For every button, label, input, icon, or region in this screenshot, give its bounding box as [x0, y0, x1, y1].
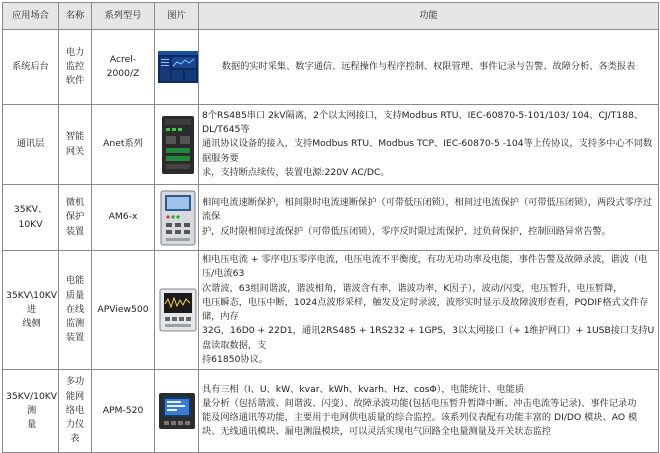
scene-cell	[3, 370, 59, 453]
function-text: 具有三相（I、U、kW、kvar、kWh、kvarh、Hz、cosΦ），电能统计、电能质 量分析（包括谐波、间谐波、闪变）、故障录波功能(包括电压暂升暂降中断、冲击电流等记录)、事件记录功 能及网络通讯等功能，主要用于电网供电质量的综合监控。该系列仪表配有功能丰富的 DI/DO 模块、AO 模 块、无线通讯模块、漏电测温模块，可以灵活实现电气回路全电量测量及开关状态监控	[202, 383, 638, 438]
image-cell	[155, 370, 199, 453]
function-cell	[199, 370, 659, 453]
multifunction-power-meter-icon	[158, 392, 196, 430]
model-cell	[92, 185, 155, 251]
header-function: 功能	[199, 3, 659, 30]
scene-label: 35KV、10KV	[13, 204, 48, 230]
function-cell	[199, 30, 659, 105]
image-cell	[155, 30, 199, 105]
smart-gateway-device-icon	[158, 114, 198, 176]
model-label: Anet系列	[103, 138, 143, 150]
product-name: 微机 保护 装置	[65, 197, 85, 237]
scene-cell	[3, 185, 59, 251]
table-header-row	[3, 3, 659, 30]
product-name: 多功 能网 络电 力仪 表	[65, 376, 85, 445]
scene-label: 通讯层	[16, 138, 45, 150]
header-scene: 应用场合	[3, 3, 59, 30]
model-label: AM6-x	[108, 211, 138, 223]
scene-cell	[3, 30, 59, 105]
model-label: Acrel-2000/Z	[106, 53, 140, 79]
image-cell	[155, 185, 199, 251]
product-name: 电力 监控 软件	[65, 46, 85, 87]
model-cell	[92, 251, 155, 370]
table-row	[3, 30, 659, 105]
power-quality-monitor-icon	[158, 287, 198, 333]
function-text: 相间电流速断保护，相间限时电流速断保护（可带低压闭锁），相间过电流保护（可带低压闭锁），两段式零序过流保 护，反时限相间过流保护（可带低压闭锁），零序反时限过流保护，过负荷保护，控制回路异常告警。	[202, 197, 653, 237]
table-row	[3, 251, 659, 370]
scene-label: 35KV/10KV测 量	[6, 390, 58, 431]
table-row	[3, 370, 659, 453]
table-row	[3, 105, 659, 185]
name-cell	[59, 105, 92, 185]
name-cell	[59, 251, 92, 370]
monitoring-software-screen-icon	[158, 51, 198, 83]
image-cell	[155, 105, 199, 185]
name-cell	[59, 370, 92, 453]
function-text: 数据的实时采集、数字通信、远程操作与程序控制、权限管理、事件记录与告警、故障分析、各类报表	[221, 60, 636, 72]
function-cell	[199, 105, 659, 185]
name-cell	[59, 30, 92, 105]
scene-label: 系统后台	[12, 60, 49, 72]
scene-cell	[3, 105, 59, 185]
model-label: APM-520	[102, 404, 144, 416]
product-name: 智能 网关	[65, 131, 85, 157]
product-spec-table	[2, 2, 659, 453]
table-row	[3, 185, 659, 251]
model-cell	[92, 105, 155, 185]
name-cell	[59, 185, 92, 251]
model-cell	[92, 370, 155, 453]
image-cell	[155, 251, 199, 370]
scene-cell	[3, 251, 59, 370]
function-text: 8个RS485串口 2kV隔离，2个以太网接口，支持Modbus RTU、IEC-60870-5-101/103/ 104、CJ/T188、DL/T645等 通讯协议设备的接入，支持Modbus RTU、Modbus TCP、IEC-60870-5 -104等上传协议，支持多中心不同数据服务要 求，支持断点续传，装置电源:220V AC/DC。	[202, 109, 653, 178]
function-text: 相电压电流 + 零序电压零序电流，电压电流不平衡度，有功无功功率及电能，事件告警及故障录波，谐波（电压/电流63 次谐波，63组间谐波，谐波相角，谐波含有率，谐波功率，K因子），波动/闪变，电压暂升，电压暂降， 电压瞬态，电压中断，1024点波形采样，触发及定时录波，波形实时显示及故障波形查看，PQDIF格式文件存储，内存 32G，16D0 + 22D1，通讯2RS485 + 1RS232 + 1GPS，3以太网接口（+ 1维护网口）+ 1USB接口支持U盘读取数据，支 持61850协议。	[202, 254, 655, 365]
model-label: APView500	[97, 303, 149, 315]
header-name: 名称	[59, 3, 92, 30]
function-cell	[199, 251, 659, 370]
function-cell	[199, 185, 659, 251]
model-cell	[92, 30, 155, 105]
header-image: 图片	[155, 3, 199, 30]
scene-label: 35KV\10KV进 线侧	[6, 289, 58, 330]
header-model: 系列型号	[92, 3, 155, 30]
protection-relay-device-icon	[158, 189, 198, 247]
product-name: 电能 质量 在线 监测 装置	[65, 275, 85, 344]
